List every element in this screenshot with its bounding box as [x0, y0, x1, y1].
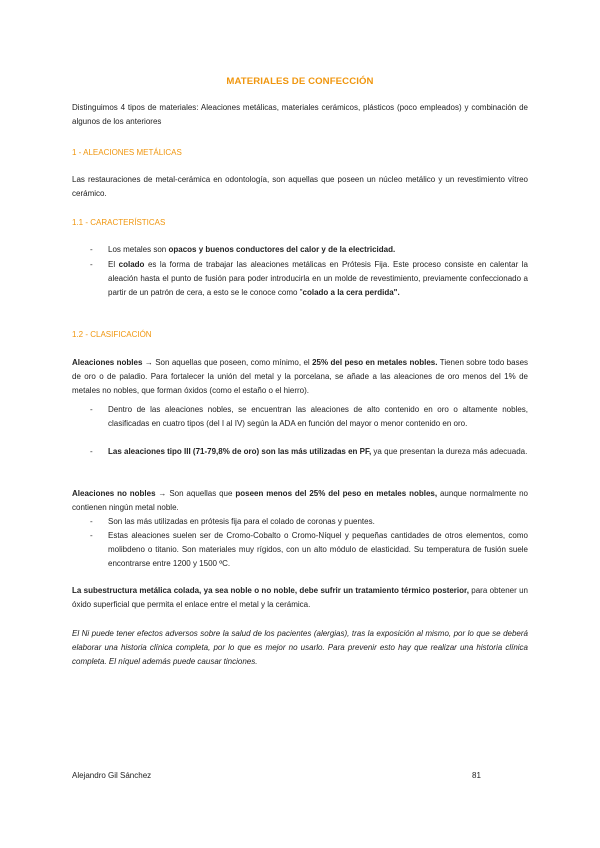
b2-bold-2: colado a la cera perdida". — [302, 288, 400, 297]
nobles-label: Aleaciones nobles → — [72, 358, 153, 367]
nn1-text: Son las más utilizadas en prótesis fija para el colado de coronas y puentes. — [108, 517, 375, 526]
nobles-paragraph — [72, 356, 528, 398]
nobles-bold: 25% del peso en metales nobles. — [312, 358, 438, 367]
bullet-dash: - — [90, 260, 93, 269]
nobles-pre: Son aquellas que poseen, como mínimo, el — [152, 358, 313, 367]
no-nobles-label: Aleaciones no nobles → — [72, 489, 167, 498]
nb2-bold: Las aleaciones tipo III (71-79,8% de oro) son las más utilizadas en PF, — [108, 447, 372, 456]
nn2-text: Estas aleaciones suelen ser de Cromo-Cobalto o Cromo-Níquel y pequeñas cantidades de otros elementos, como molibdeno o titanio. Son materiales muy rígidos, con un alto módulo de elasticidad. Su temperatura de fusión suele encontrarse entre 1200 y 1500 ºC. — [108, 531, 528, 568]
no-nobles-post: aunque normalmente no contienen ningún metal noble. — [72, 489, 529, 512]
no-nobles-paragraph — [72, 487, 528, 515]
b2-pre: El — [108, 260, 119, 269]
section-1-2-heading: 1.2 - CLASIFICACIÓN — [72, 330, 152, 339]
nobles-post: Tienen sobre todo bases de oro o de paladio. Para fortalecer la unión del metal y la porcelana, se añade a las aleaciones de oro menos del 1% de metales no nobles, que forman óxidos (como el estaño o el hierro). — [72, 358, 529, 395]
footer-author: Alejandro Gil Sánchez — [72, 771, 152, 780]
no-nobles-bold: poseen menos del 25% del peso en metales nobles, — [235, 489, 438, 498]
section-1-heading: 1 - ALEACIONES METÁLICAS — [72, 148, 182, 157]
sub-post: para obtener un óxido superficial que permita el enlace entre el metal y la cerámica. — [72, 586, 528, 609]
nb1-text: Dentro de las aleaciones nobles, se encuentran las aleaciones de alto contenido en oro o altamente nobles, clasificadas en cuatro tipos (del I al IV) según la ADA en función del mayor o menor contenido en oro. — [108, 405, 528, 428]
b2-bold-1: colado — [118, 260, 145, 269]
intro-paragraph: Distinguimos 4 tipos de materiales: Aleaciones metálicas, materiales cerámicos, plásticos (poco empleados) y combinación de algunos de los anteriores — [72, 103, 528, 126]
section-1-text: Las restauraciones de metal-cerámica en odontología, son aquellas que poseen un núcleo metálico y un revestimiento vítreo cerámico. — [72, 175, 528, 198]
bullet-dash: - — [90, 531, 93, 540]
bullet-dash: - — [90, 245, 93, 254]
b1-bold: opacos y buenos conductores del calor y de la electricidad. — [168, 245, 396, 254]
substructure-paragraph — [72, 584, 528, 612]
no-nobles-pre: Son aquellas que — [166, 489, 236, 498]
b2-mid: es la forma de trabajar las aleaciones metálicas en Prótesis Fija. Este proceso consiste en calentar la aleación hasta el punto de fusión para poder introducirla en un molde de revestimiento, previamente confeccionado a partir de un patrón de cera, a esto se le conoce como " — [108, 260, 528, 297]
document-page — [72, 0, 528, 848]
page-title: MATERIALES DE CONFECCIÓN — [226, 76, 374, 87]
section-1-1-heading: 1.1 - CARACTERÍSTICAS — [72, 218, 166, 227]
nickel-note: El Ni puede tener efectos adversos sobre la salud de los pacientes (alergias), tras la exposición al mismo, por lo que se deberá elaborar una historia clínica completa, por lo que es mejor no usarlo. Para prevenir esto hay que realizar una historia clínica completa. El níquel además puede causar tinciones. — [72, 629, 528, 666]
sub-bold: La subestructura metálica colada, ya sea noble o no noble, debe sufrir un tratamiento térmico posterior, — [72, 586, 469, 595]
nb2-post: ya que presentan la dureza más adecuada. — [371, 447, 528, 456]
b1-pre: Los metales son — [108, 245, 169, 254]
bullet-dash: - — [90, 517, 93, 526]
bullet-dash: - — [90, 447, 93, 456]
footer-page-number: 81 — [472, 771, 481, 780]
bullet-dash: - — [90, 405, 93, 414]
